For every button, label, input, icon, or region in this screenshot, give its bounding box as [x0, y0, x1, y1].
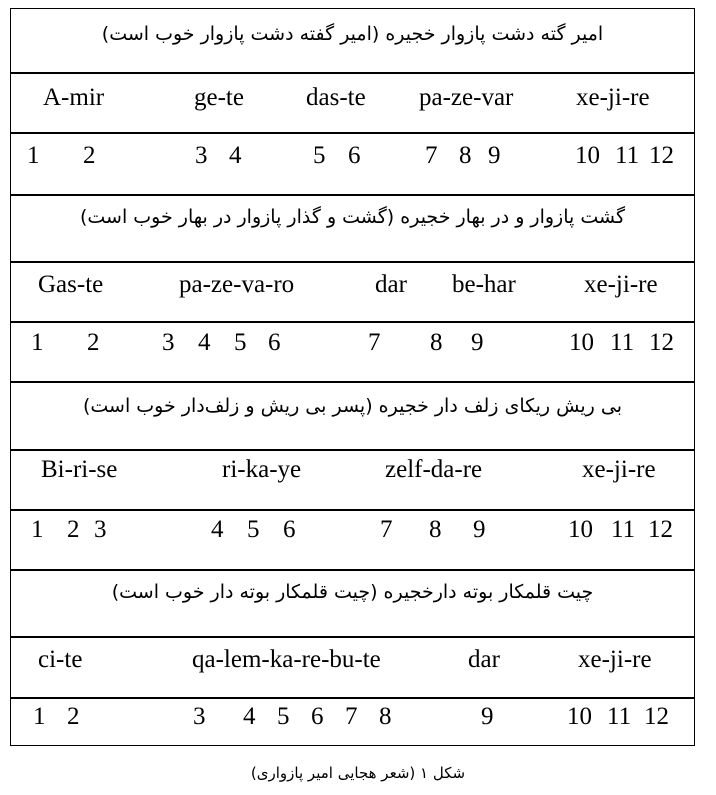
stanza-3-number-row [10, 510, 695, 570]
syllable-number: 7 [380, 516, 393, 543]
syllable-number: 11 [607, 703, 632, 730]
syllable-number: 6 [311, 703, 324, 730]
syllable-number: 12 [648, 516, 673, 543]
syllable-number: 10 [567, 703, 592, 730]
syllable: xe-ji-re [584, 271, 658, 298]
syllable: xe-ji-re [582, 456, 656, 483]
stanza-2-persian-row [10, 195, 695, 262]
syllable-number: 8 [379, 703, 392, 730]
syllable-number: 6 [283, 516, 296, 543]
syllable-number: 3 [195, 142, 208, 169]
stanza-3-syllable-row [10, 450, 695, 510]
syllable: zelf-da-re [385, 456, 483, 483]
syllable: qa-lem-ka-re-bu-te [192, 646, 381, 673]
syllable-number: 5 [277, 703, 290, 730]
syllable-number: 9 [488, 142, 501, 169]
stanza-4-syllable-row [10, 637, 695, 698]
stanza-2-syllable-row [10, 262, 695, 322]
syllable: dar [468, 646, 500, 673]
syllable: xe-ji-re [578, 646, 652, 673]
syllable-number: 8 [430, 329, 443, 356]
stanza-1-syllable-row [10, 73, 695, 133]
syllable: das-te [306, 84, 366, 111]
syllable: Bi-ri-se [41, 456, 118, 483]
stanza-2-persian-text: گشت پازوار و در بهار خجیره (گشت و گذار پازوار در بهار خوب است) [79, 206, 625, 228]
syllable-number: 8 [459, 142, 472, 169]
syllable-number: 11 [610, 329, 635, 356]
syllable-number: 10 [575, 142, 600, 169]
syllable-number: 1 [31, 329, 44, 356]
stanza-3-persian-row [10, 382, 695, 450]
syllable-number: 6 [348, 142, 361, 169]
syllable-number: 1 [31, 516, 44, 543]
syllable-number: 4 [211, 516, 224, 543]
syllable: ge-te [194, 84, 244, 111]
syllable-number: 12 [644, 703, 669, 730]
syllable-number: 2 [83, 142, 96, 169]
syllable-number: 5 [313, 142, 326, 169]
syllable: pa-ze-var [419, 84, 514, 111]
syllable-number: 4 [243, 703, 256, 730]
syllable-number: 7 [345, 703, 358, 730]
syllable-number: 6 [268, 329, 281, 356]
syllable: dar [375, 271, 407, 298]
stanza-1-number-row [10, 133, 695, 195]
syllable-number: 2 [67, 703, 80, 730]
syllable-number: 12 [649, 329, 674, 356]
syllable-number: 9 [481, 703, 494, 730]
syllable-number: 10 [569, 329, 594, 356]
syllable: A-mir [43, 84, 105, 111]
syllable-number: 9 [473, 516, 486, 543]
syllable: be-har [452, 271, 516, 298]
syllable-number: 10 [568, 516, 593, 543]
syllable: ri-ka-ye [222, 456, 302, 483]
syllable-number: 2 [87, 329, 100, 356]
figure-caption: شکل ۱ (شعر هجایی امیر پازواری) [250, 764, 466, 782]
stanza-1-persian-row [10, 8, 695, 73]
syllable: pa-ze-va-ro [179, 271, 295, 298]
syllable-number: 4 [229, 142, 242, 169]
stanza-4-persian-text: چیت قلمکار بوته دارخجیره (چیت قلمکار بوته دار خوب است) [111, 581, 594, 603]
stanza-3-persian-text: بی ریش ریکای زلف دار خجیره (پسر بی ریش و زلف‌دار خوب است) [82, 395, 622, 417]
syllable-number: 3 [94, 516, 107, 543]
syllable: ci-te [38, 646, 83, 673]
syllable-number: 3 [162, 329, 175, 356]
syllable: xe-ji-re [576, 84, 650, 111]
syllable-number: 3 [193, 703, 206, 730]
syllable-number: 11 [611, 516, 636, 543]
syllable-number: 7 [425, 142, 438, 169]
syllable-number: 12 [649, 142, 674, 169]
stanza-1-persian-text: امیر گته دشت پازوار خجیره (امیر گفته دشت پازوار خوب است) [101, 23, 604, 45]
stanza-4-persian-row [10, 570, 695, 637]
syllable-number: 5 [234, 329, 247, 356]
stanza-2-number-row [10, 322, 695, 382]
syllable-number: 1 [33, 703, 46, 730]
syllable-number: 4 [198, 329, 211, 356]
syllable-number: 11 [615, 142, 640, 169]
syllable-number: 2 [67, 516, 80, 543]
syllable: Gas-te [38, 271, 104, 298]
syllable-number: 5 [247, 516, 260, 543]
syllable-number: 9 [471, 329, 484, 356]
syllable-number: 8 [429, 516, 442, 543]
syllable-number: 7 [368, 329, 381, 356]
syllable-number: 1 [27, 142, 40, 169]
stanza-4-number-row [10, 698, 695, 746]
